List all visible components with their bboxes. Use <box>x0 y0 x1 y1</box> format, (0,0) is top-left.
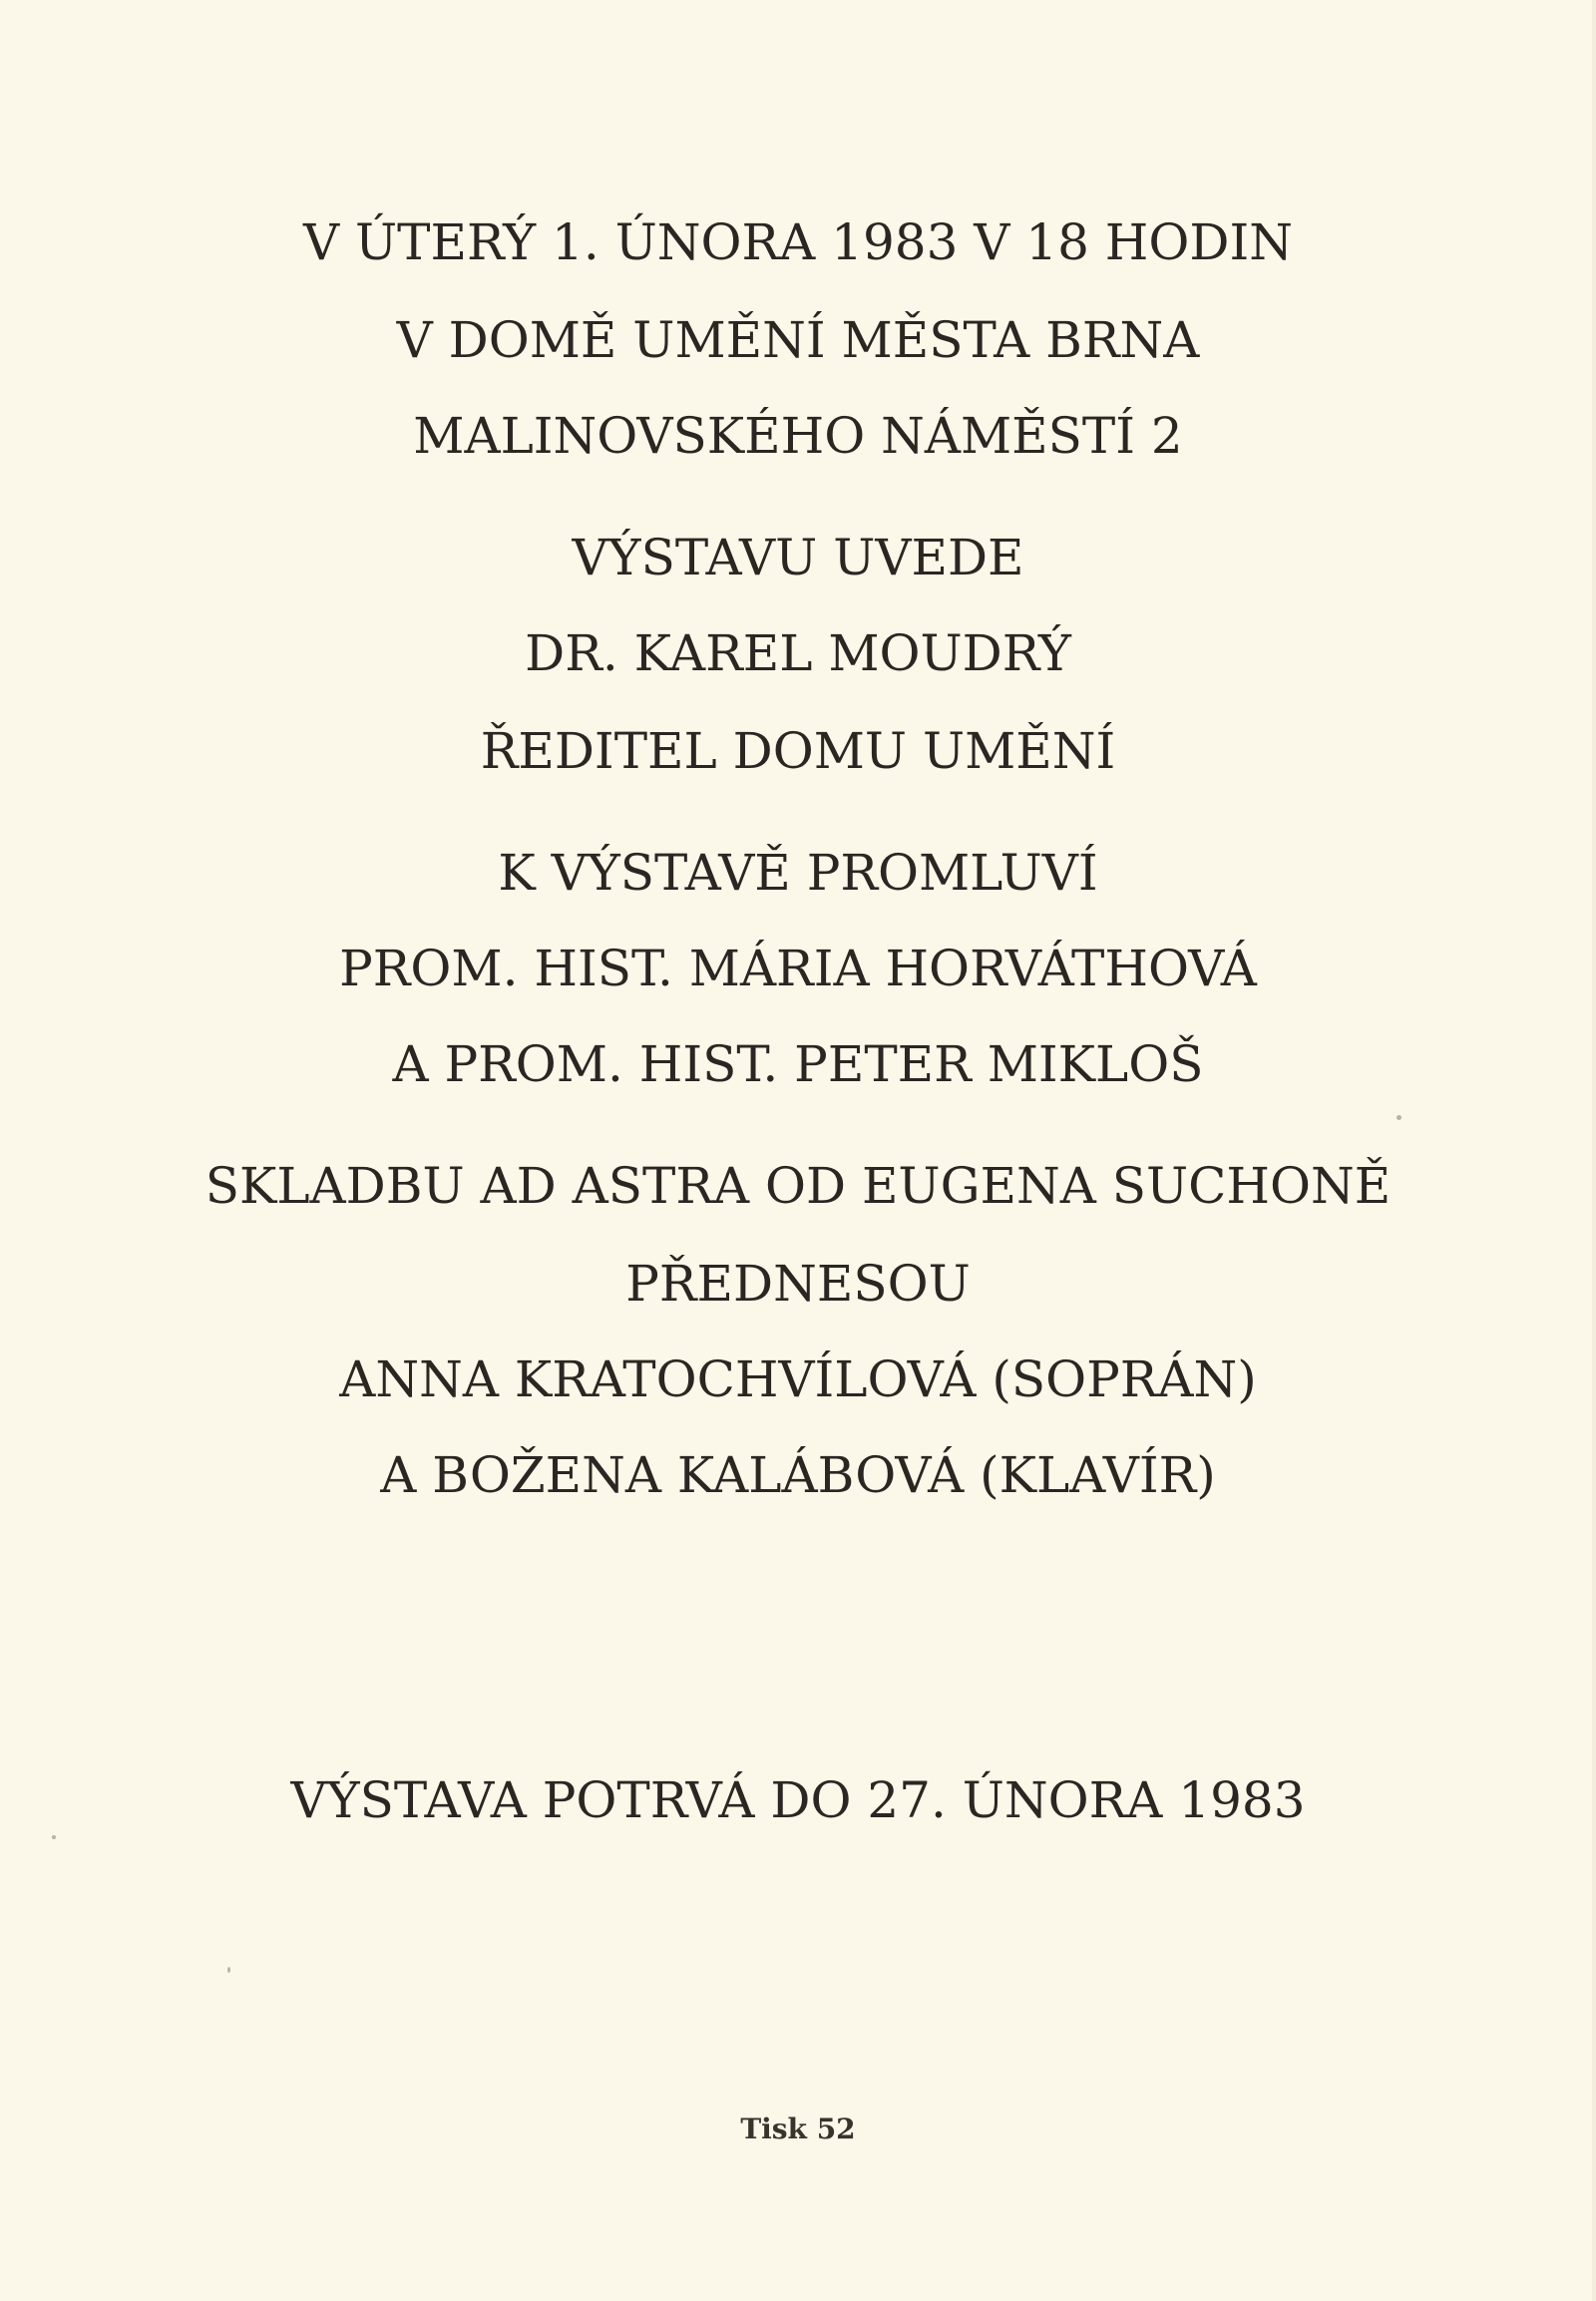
exhibition-end-line: VÝSTAVA POTRVÁ DO 27. ÚNORA 1983 <box>290 1771 1306 1829</box>
print-number: Tisk 52 <box>740 2112 856 2145</box>
opening-speaker-title: ŘEDITEL DOMU UMĚNÍ <box>480 722 1116 780</box>
speakers-heading: K VÝSTAVĚ PROMLUVÍ <box>498 844 1098 902</box>
paper-speck <box>52 1835 56 1839</box>
address-line: MALINOVSKÉHO NÁMĚSTÍ 2 <box>413 407 1183 465</box>
speaker-2: A PROM. HIST. PETER MIKLOŠ <box>392 1035 1204 1093</box>
event-date-line: V ÚTERÝ 1. ÚNORA 1983 V 18 HODIN <box>303 213 1293 271</box>
opening-speaker-name: DR. KAREL MOUDRÝ <box>525 624 1071 682</box>
paper-speck <box>227 1967 230 1973</box>
paper-speck <box>1396 1115 1401 1120</box>
performer-1: ANNA KRATOCHVÍLOVÁ (SOPRÁN) <box>339 1350 1257 1408</box>
speaker-1: PROM. HIST. MÁRIA HORVÁTHOVÁ <box>339 940 1257 997</box>
performers-heading: PŘEDNESOU <box>625 1255 971 1313</box>
venue-line: V DOMĚ UMĚNÍ MĚSTA BRNA <box>396 311 1200 369</box>
performer-2: A BOŽENA KALÁBOVÁ (KLAVÍR) <box>380 1446 1216 1504</box>
music-line: SKLADBU AD ASTRA OD EUGENA SUCHONĚ <box>204 1157 1392 1215</box>
opening-heading: VÝSTAVU UVEDE <box>572 529 1024 586</box>
